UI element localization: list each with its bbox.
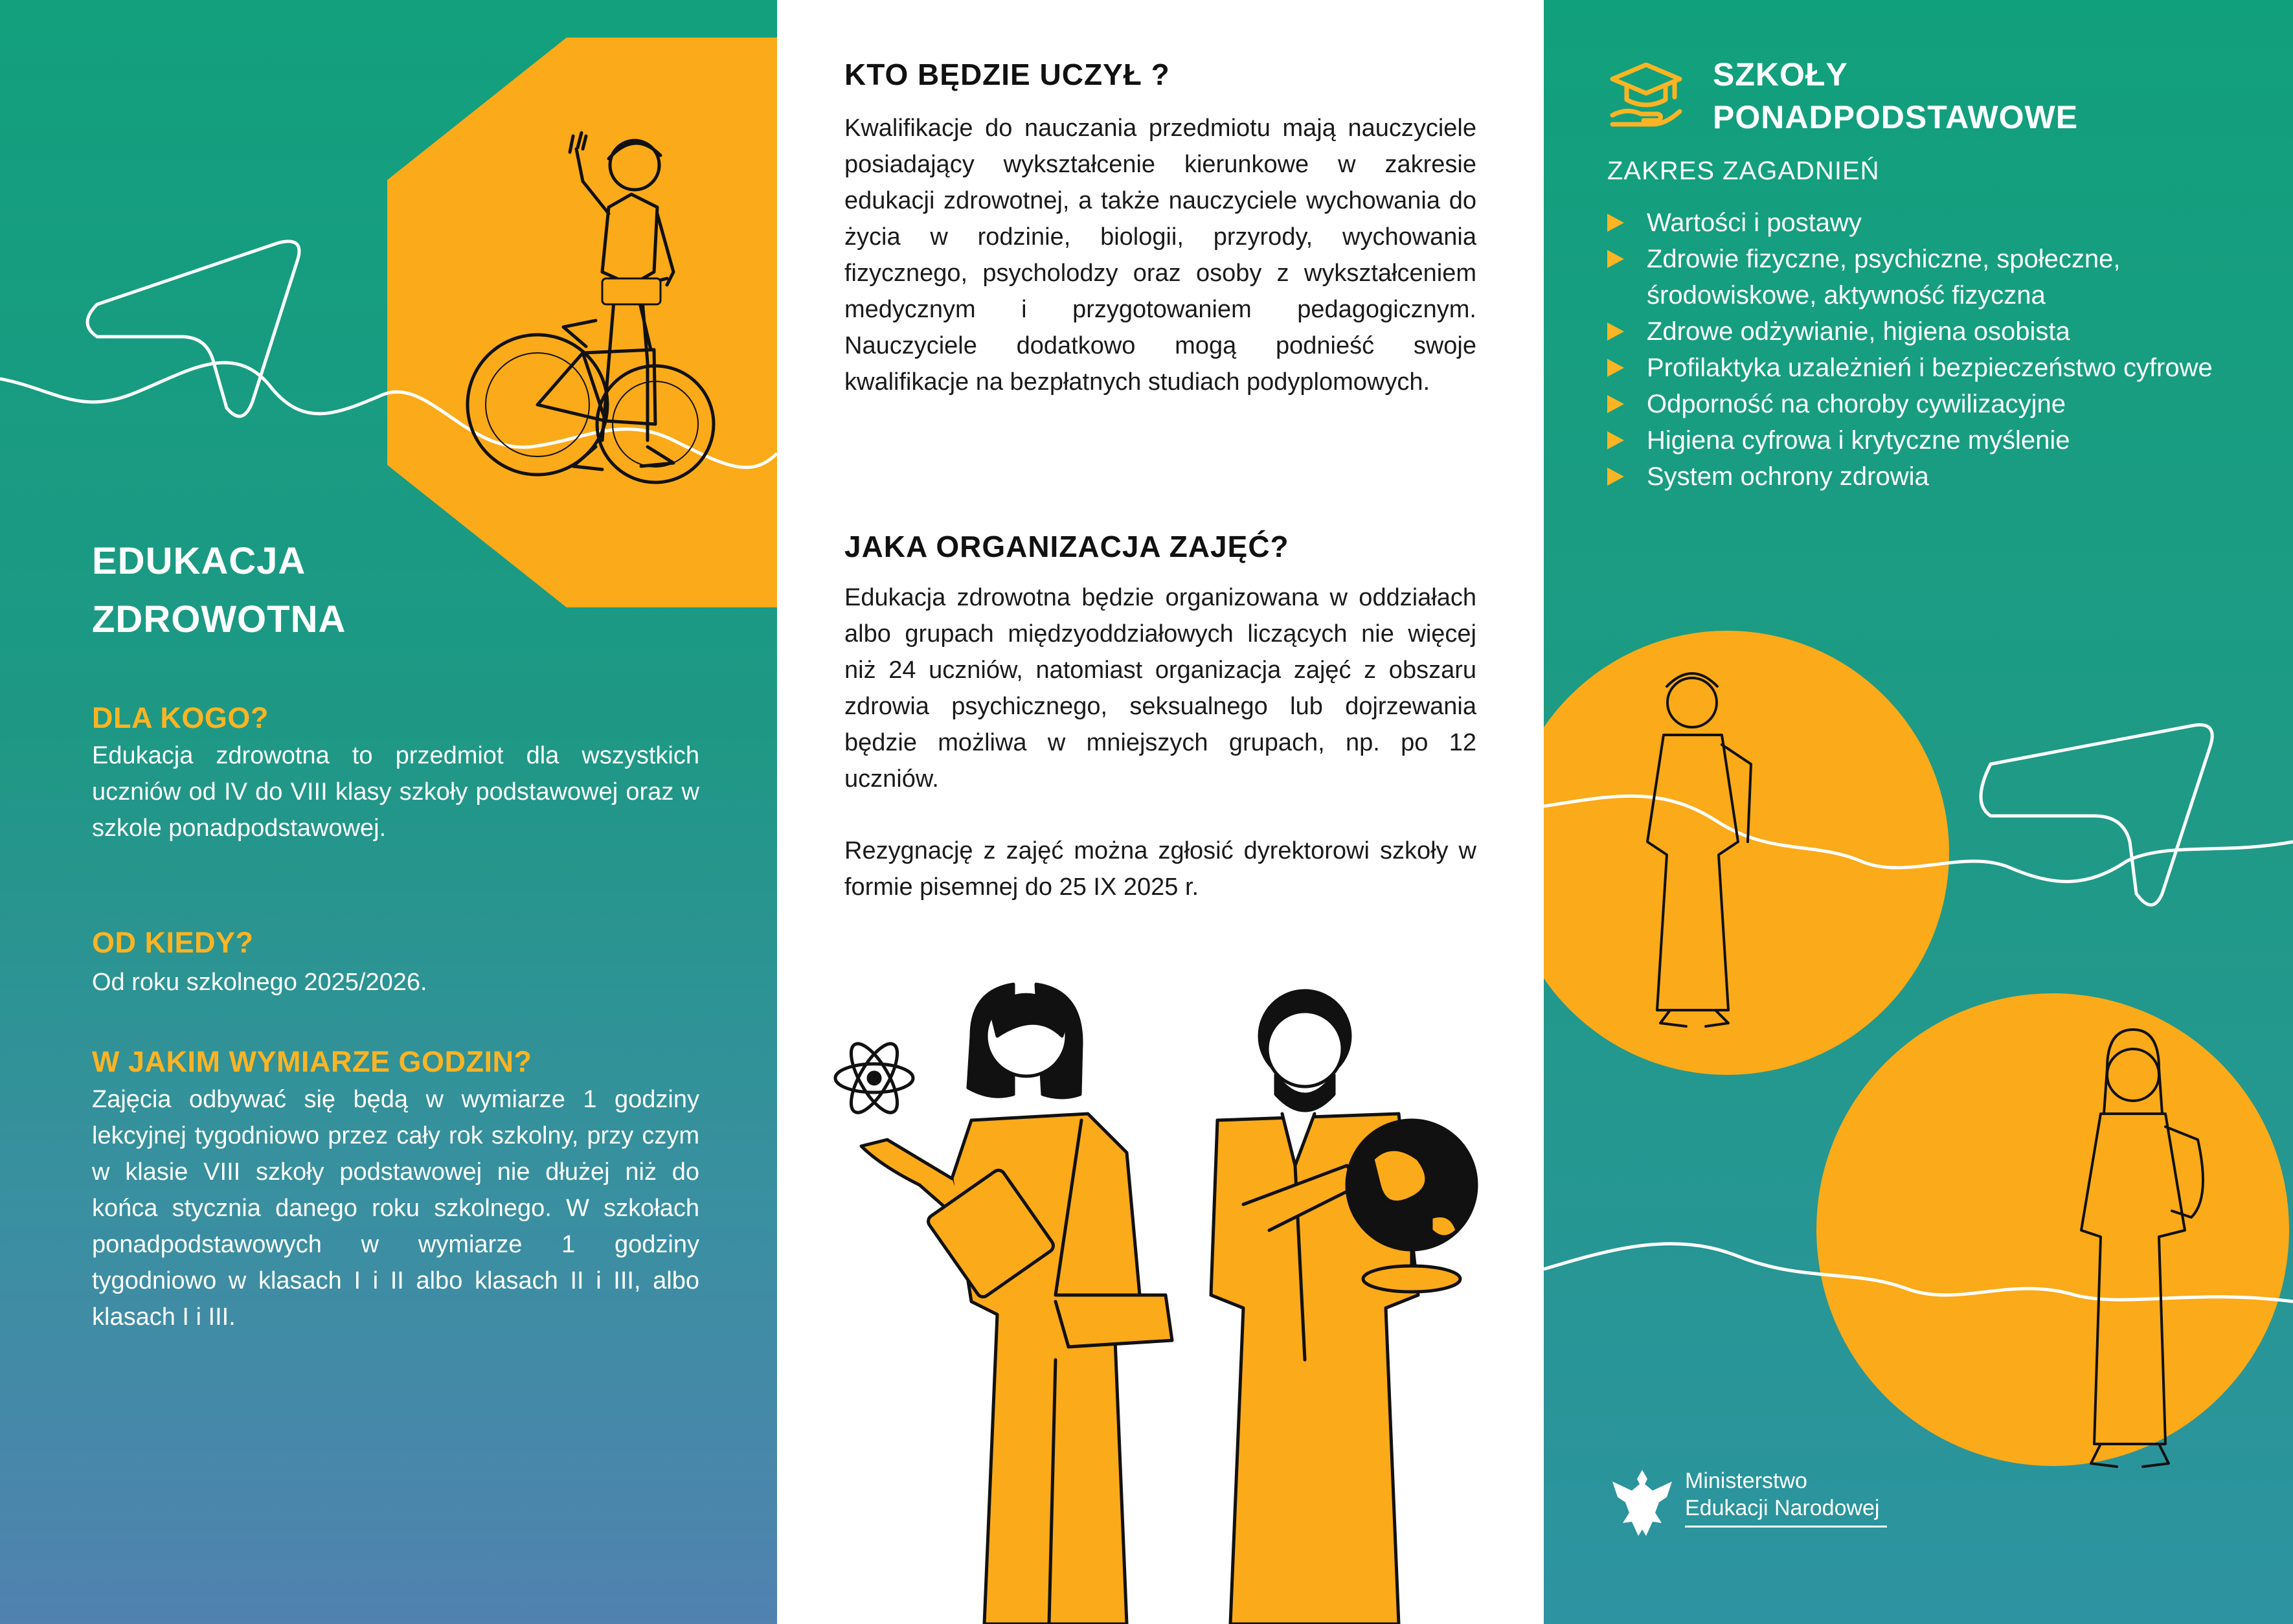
bullet-triangle-icon — [1607, 468, 1624, 486]
ministry-name-line1: Ministerstwo — [1685, 1469, 1807, 1493]
bullet-triangle-icon — [1607, 322, 1624, 341]
ministry-name-line2: Edukacji Narodowej — [1685, 1496, 1880, 1520]
right-panel — [1544, 0, 2293, 1624]
bullet-triangle-icon — [1607, 359, 1624, 377]
topics-subtitle: ZAKRES ZAGADNIEŃ — [1607, 157, 1880, 185]
list-item: Wartości i postawy — [1607, 205, 2255, 241]
topics-list — [1607, 205, 2255, 495]
left-panel — [0, 0, 777, 1624]
graduation-cap-hand-icon — [1607, 60, 1685, 130]
middle-panel — [777, 0, 1544, 1624]
list-item: Zdrowe odżywianie, higiena osobista — [1607, 313, 2255, 350]
organization-text-1: Edukacja zdrowotna będzie organizowana w oddziałach albo grupach międzyoddziałowych liczących nie więcej niż 24 uczniów, natomiast organizacja zajęć z obszaru zdrowia psychicznego, seksualnego lub dojrzewania będzie możliwa w mniejszych grupach, np. po 12 uczniów. — [844, 584, 1476, 793]
polish-eagle-emblem-icon — [1607, 1465, 1677, 1541]
list-item: Higiena cyfrowa i krytyczne myślenie — [1607, 422, 2255, 458]
school-title-line1: SZKOŁY — [1713, 56, 1848, 93]
list-item: Zdrowie fizyczne, psychiczne, społeczne, środowiskowe, aktywność fizyczna — [1607, 241, 2255, 313]
list-item: Odporność na choroby cywilizacyjne — [1607, 386, 2255, 422]
atom-icon — [835, 1037, 913, 1119]
list-item: Profilaktyka uzależnień i bezpieczeństwo cyfrowe — [1607, 350, 2230, 386]
list-item: System ochrony zdrowia — [1607, 458, 2255, 495]
main-title-line2: ZDROWOTNA — [92, 598, 346, 640]
who-text: Edukacja zdrowotna to przedmiot dla wszystkich uczniów od IV do VIII klasy szkoły podstawowej oraz w szkole ponadpodstawowej. — [92, 742, 699, 842]
teachers-text: Kwalifikacje do nauczania przedmiotu mają nauczyciele posiadający wykształcenie kierunkowe w zakresie edukacji zdrowotnej, a także nauczyciele wychowania do życia w rodzinie, biologii, przyrody, wychowania fizycznego, psycholodzy oraz osoby z wykształceniem medycznym i przygotowaniem pedagogicznym. Nauczyciele dodatkowo mogą podnieść swoje kwalifikacje na bezpłatnych studiach podyplomowych. — [844, 115, 1476, 396]
since-text: Od roku szkolnego 2025/2026. — [92, 969, 427, 996]
bullet-triangle-icon — [1607, 395, 1624, 413]
hours-heading: W JAKIM WYMIARZE GODZIN? — [92, 1045, 532, 1078]
school-title-line2: PONADPODSTAWOWE — [1713, 99, 2079, 135]
since-heading: OD KIEDY? — [92, 926, 254, 959]
who-heading: DLA KOGO? — [92, 701, 269, 734]
bullet-triangle-icon — [1607, 214, 1624, 232]
teachers-heading: KTO BĘDZIE UCZYŁ ? — [844, 58, 1170, 91]
hours-text: Zajęcia odbywać się będą w wymiarze 1 godziny lekcyjnej tygodniowo przez cały rok szkolny, przy czym w klasie VIII szkoły podstawowej nie dłużej niż do końca stycznia danego roku szkolnego. W szkołach ponadpodstawowych w wymiarze 1 godziny tygodniowo w klasach I i II albo klasach II i III, albo klasach I i III. — [92, 1086, 699, 1331]
bullet-triangle-icon — [1607, 431, 1624, 449]
main-title-line1: EDUKACJA — [92, 540, 306, 582]
organization-text-2: Rezygnację z zajęć można zgłosić dyrektorowi szkoły w formie pisemnej do 25 IX 2025 r. — [844, 837, 1476, 901]
teachers-illustration — [777, 0, 1544, 1624]
bullet-triangle-icon — [1607, 250, 1624, 268]
ministry-underline — [1685, 1526, 1887, 1528]
organization-heading: JAKA ORGANIZACJA ZAJĘĆ? — [844, 530, 1289, 563]
